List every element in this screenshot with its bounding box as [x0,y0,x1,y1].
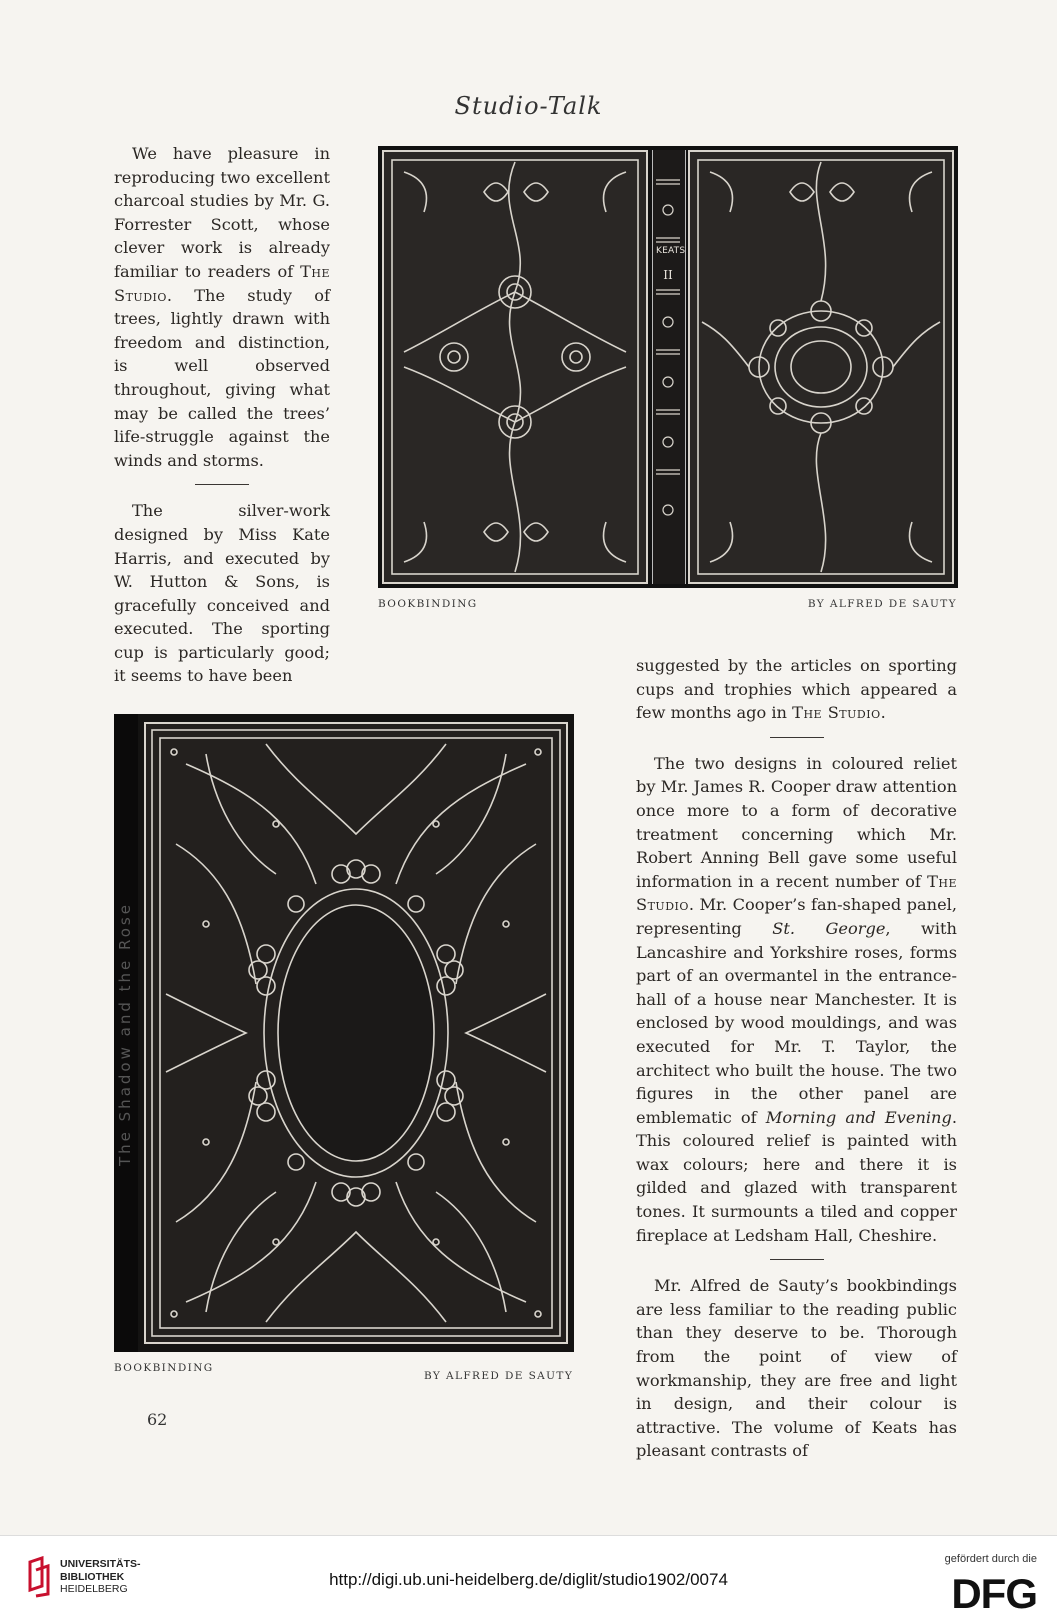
arabesque-ornament [146,724,566,1342]
dfg-logo: DFG [951,1570,1037,1617]
right-column [636,654,957,1463]
book-spine [114,714,138,1352]
funding-note: gefördert durch die [944,1553,1037,1565]
section-rule [195,484,249,485]
caption-top-left: BOOKBINDING [378,598,478,610]
paragraph-coloured-relief: The two designs in coloured reliet by Mr. James R. Cooper draw attention once more to a form of decorative treatment concerning which Mr. Robert Anning Bell gave some useful information in a recent number of The Studio. Mr. Cooper’s fan-shaped panel, representing St. George, with Lancashire and Yorkshire roses, forms part of an overmantel in the entrance-hall of a house near Manchester. It is enclosed by wood mouldings, and was executed for Mr. T. Taylor, the architect who built the house. The two figures in the other panel are emblematic of Morning and Evening. This coloured relief is painted with wax colours; here and there it is gilded and glazed with transparent tones. It surmounts a tiled and copper fireplace at Ledsham Hall, Cheshire. [636,753,957,1245]
paragraph-sporting-cups: suggested by the articles on sporting cups and trophies which appeared a few months ago in The Studio. [636,656,957,723]
caption-bottom-left: BOOKBINDING [114,1362,214,1374]
running-head: Studio-Talk [454,92,603,120]
spine-bands [653,150,686,584]
front-cover-panel [382,150,648,584]
page-number: 62 [147,1410,168,1429]
studio-title: The Studio [114,261,330,305]
left-column [114,142,330,688]
source-url-link[interactable]: http://digi.ub.uni-heidelberg.de/diglit/studio1902/0074 [329,1570,728,1589]
caption-bottom-right: BY ALFRED DE SAUTY [424,1370,574,1382]
paragraph-silver-work: The silver-work designed by Miss Kate Harris, and executed by W. Hutton & Sons, is gracefully conceived and executed. The sporting cup is particularly good; it seems to have been [114,501,330,686]
italic-st-george: St. George [772,918,886,938]
digitization-footer [0,1535,1057,1624]
bookbinding-rose-figure [114,714,574,1352]
wreath-ornament [690,152,952,582]
book-spine [652,150,686,584]
spine-title: KEATS [656,246,686,256]
cover-panel [144,722,568,1344]
caption-top-right: BY ALFRED DE SAUTY [807,598,957,610]
italic-morning-evening: Morning and Evening [765,1107,952,1127]
floral-vine-ornament [384,152,646,582]
back-cover-panel [688,150,954,584]
section-rule [770,737,824,738]
spine-title: The Shadow and the Rose [116,902,134,1166]
studio-title: The Studio [792,703,881,723]
studio-title: The Studio [636,871,957,915]
paragraph-de-sauty: Mr. Alfred de Sauty’s bookbindings are less familiar to the reading public than they deserve to be. Thorough from the point of view of workmanship, they are free and light in design, and their colour is attractive. The volume of Keats has pleasant contrasts of [636,1276,957,1461]
university-library-name: UNIVERSITÄTS- BIBLIOTHEK HEIDELBERG [60,1558,141,1595]
spine-volume: II [663,268,673,282]
bookbinding-keats-figure [378,146,958,588]
section-rule [770,1259,824,1260]
paragraph-charcoal-studies: We have pleasure in reproducing two excellent charcoal studies by Mr. G. Forrester Scott, whose clever work is already familiar to readers of The Studio. The study of trees, lightly drawn with freedom and distinction, is well observed throughout, giving what may be called the trees’ life-struggle against the winds and storms. [114,144,330,470]
